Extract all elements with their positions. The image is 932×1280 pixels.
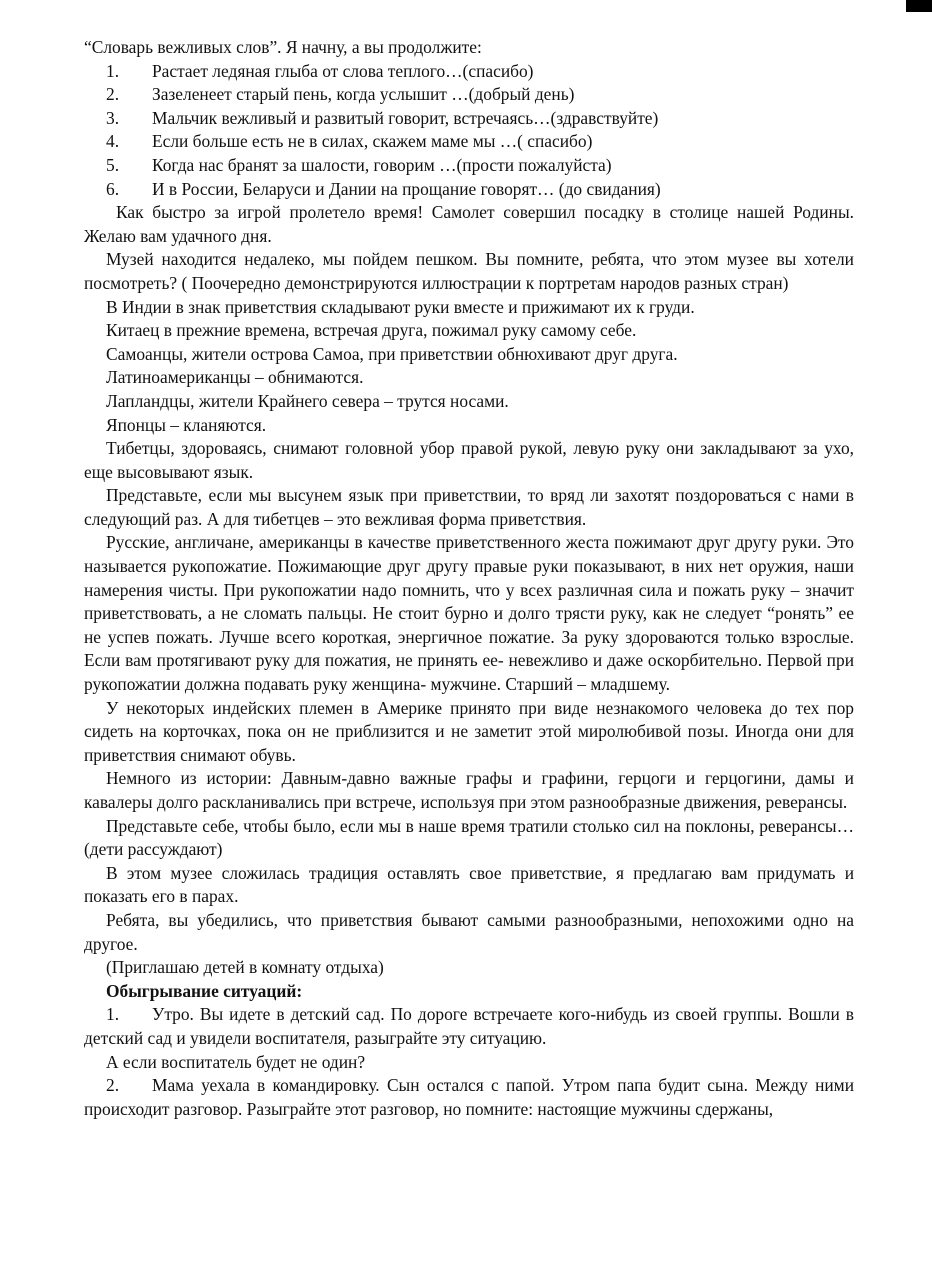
list-text: И в России, Беларуси и Дании на прощание говорят… (до свидания) xyxy=(152,178,661,199)
list-number: 5. xyxy=(106,154,120,175)
list-number: 6. xyxy=(106,178,120,199)
paragraph-landing: Как быстро за игрой пролетело время! Самолет совершил посадку в столице нашей Родины. Желаю вам удачного дня. xyxy=(84,202,854,246)
paragraph-china: Китаец в прежние времена, встречая друга, пожимал руку самому себе. xyxy=(106,320,637,341)
situation-number: 1. xyxy=(106,1004,120,1025)
list-item xyxy=(84,154,854,178)
paragraph-japan: Японцы – кланяются. xyxy=(106,414,267,435)
list-text: Если больше есть не в силах, скажем маме мы …( спасибо) xyxy=(152,131,593,152)
paragraph-indian-tribes: У некоторых индейских племен в Америке принято при виде незнакомого человека до тех пор сидеть на корточках, пока он не приблизится и не заметит этой миролюбивой позы. Иногда они для приветствия снимают обувь. xyxy=(84,697,854,765)
section-heading: Обыгрывание ситуаций: xyxy=(106,980,303,1001)
list-item xyxy=(84,130,854,154)
list-text: Когда нас бранят за шалости, говорим …(прости пожалуйста) xyxy=(152,154,612,175)
paragraph-conclusion: Ребята, вы убедились, что приветствия бывают самыми разнообразными, непохожими одно на другое. xyxy=(84,909,854,954)
paragraph-handshake: Русские, англичане, американцы в качестве приветственного жеста пожимают друг другу руки. Это называется рукопожатие. Пожимающие друг другу правые руки показывают, в них нет оружия, наши намерения чисты. При рукопожатии надо помнить, что у всех различная сила и пожать руку – значит приветствовать, а не сломать пальцы. Не стоит бурно и долго трясти руку, как не следует “ронять” ее не успев пожать. Лучше всего короткая, энергичное пожатие. За руку здороваются только взрослые. Если вам протягивают руку для пожатия, не принять ее- невежливо и даже оскорбительно. Первой при рукопожатии должна подавать руку женщина- мужчине. Старший – младшему. xyxy=(84,532,854,695)
situation-number: 2. xyxy=(106,1075,120,1096)
paragraph-lapland: Лапландцы, жители Крайнего севера – трутся носами. xyxy=(106,390,509,411)
situation-text: Мама уехала в командировку. Сын остался с папой. Утром папа будит сына. Между ними происходит разговор. Разыграйте этот разговор, но помните: настоящие мужчины сдержаны, xyxy=(84,1075,854,1119)
scan-corner-mark xyxy=(906,0,932,12)
list-item xyxy=(84,60,854,84)
paragraph-india: В Индии в знак приветствия складывают руки вместе и прижимают их к груди. xyxy=(106,296,695,317)
paragraph-latin-america: Латиноамериканцы – обнимаются. xyxy=(106,367,364,388)
polite-words-list xyxy=(84,60,854,202)
paragraph-imagine-bows: Представьте себе, чтобы было, если мы в наше время тратили столько сил на поклоны, реверансы…(дети рассуждают) xyxy=(84,815,854,860)
list-number: 2. xyxy=(106,84,120,105)
paragraph-museum: Музей находится недалеко, мы пойдем пешком. Вы помните, ребята, что этом музее вы хотели посмотреть? ( Поочередно демонстрируются иллюстрации к портретам народов разных стран) xyxy=(84,249,854,293)
paragraph-tibet: Тибетцы, здороваясь, снимают головной убор правой рукой, левую руку они закладывают за ухо, еще высовывают язык. xyxy=(84,438,854,482)
list-text: Растает ледяная глыба от слова теплого…(спасибо) xyxy=(152,60,534,81)
situation-item xyxy=(84,1074,854,1121)
list-text: Зазеленеет старый пень, когда услышит …(добрый день) xyxy=(152,84,575,105)
list-number: 3. xyxy=(106,107,120,128)
list-item xyxy=(84,178,854,202)
document-page xyxy=(84,36,854,1121)
situation-text: А если воспитатель будет не один? xyxy=(106,1051,366,1072)
list-number: 4. xyxy=(106,131,120,152)
intro-line: “Словарь вежливых слов”. Я начну, а вы продолжите: xyxy=(84,37,482,57)
paragraph-samoa: Самоанцы, жители острова Самоа, при приветствии обнюхивают друг друга. xyxy=(106,343,678,364)
paragraph-imagine-tongue: Представьте, если мы высунем язык при приветствии, то вряд ли захотят поздороваться с нами в следующий раз. А для тибетцев – это вежливая форма приветствия. xyxy=(84,485,854,529)
list-item xyxy=(84,83,854,107)
paragraph-history: Немного из истории: Давным-давно важные графы и графини, герцоги и герцогини, дамы и кавалеры долго раскланивались при встрече, используя при этом разнообразные движения, реверансы. xyxy=(84,768,854,812)
list-number: 1. xyxy=(106,60,120,81)
situation-item xyxy=(84,1051,854,1075)
paragraph-museum-tradition: В этом музее сложилась традиция оставлять свое приветствие, я предлагаю вам придумать и показать его в парах. xyxy=(84,862,854,907)
situation-item xyxy=(84,1003,854,1050)
list-item xyxy=(84,107,854,131)
list-text: Мальчик вежливый и развитый говорит, встречаясь…(здравствуйте) xyxy=(152,107,659,128)
situation-text: Утро. Вы идете в детский сад. По дороге встречаете кого-нибудь из своей группы. Вошли в детский сад и увидели воспитателя, разыграйте эту ситуацию. xyxy=(84,1004,854,1048)
paragraph-invitation: (Приглашаю детей в комнату отдыха) xyxy=(106,957,384,978)
